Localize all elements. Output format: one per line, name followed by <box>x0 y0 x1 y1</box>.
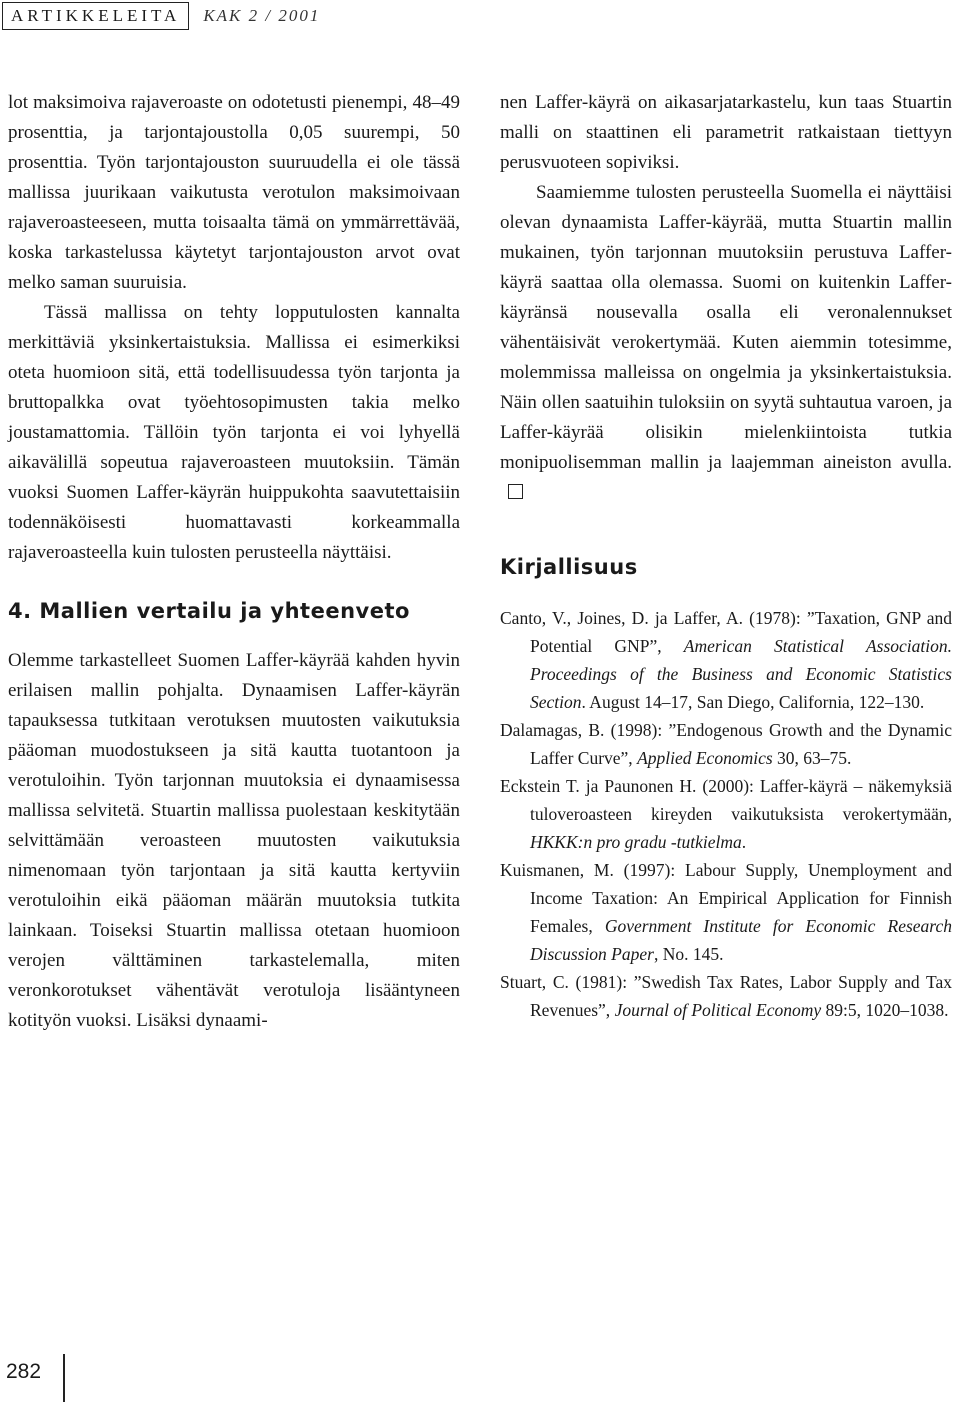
page-number: 282 <box>6 1360 42 1383</box>
left-paragraph-1: lot maksimoiva rajaveroaste on odotetusti pienempi, 48–49 prosenttia, ja tarjontajoustolla 0,05 suurempi, 50 prosenttia. Työn tarjontajouston suuruudella ei ole tässä mallissa juurikaan vaikutusta verotulon maksimoivaan rajaveroasteeseen, mutta toisaalta tämä on ymmärrettävää, koska tarkastelussa käytetyt tarjontajouston arvot ovat melko saman suuruisia. <box>8 92 460 293</box>
section-heading-4: 4. Mallien vertailu ja yhteenveto <box>8 599 410 623</box>
page-footer <box>6 1360 65 1402</box>
references-list <box>500 604 952 1024</box>
left-column <box>8 88 460 1036</box>
left-paragraph-2: Tässä mallissa on tehty lopputulosten kannalta merkittäviä yksinkertaistuksia. Mallissa ei esimerkiksi oteta huomioon sitä, että todellisuudessa työn tarjonta ja bruttopalkka ovat työehtosopimusten takia melko joustamattomia. Tällöin työn tarjonta ei voi lyhyellä aikavälillä sopeutua rajaveroasteen muutoksiin. Tämän vuoksi Suomen Laffer-käyrän huippukohta saavutettaisiin todennäköisesti huomattavasti korkeammalla rajaveroasteella kuin tulosten perusteella näyttäisi. <box>8 302 460 563</box>
end-of-article-mark-icon <box>508 484 523 499</box>
reference-item: Canto, V., Joines, D. ja Laffer, A. (1978): ”Taxation, GNP and Potential GNP”, American Statistical Association. Proceedings of the Business and Economic Statistics Section. August 14–17, San Diego, California, 122–130. <box>500 608 952 712</box>
right-paragraph-2-text: Saamiemme tulosten perusteella Suomella ei näyttäisi olevan dynaamista Laffer-käyrää, mutta Stuartin mallin mukainen, työn tarjonnan muutoksiin perustuva Laffer-käyrä saattaa olla olemassa. Suomi on kuitenkin Laffer-käyränsä nousevalla osalla eli veronalennukset vähentäisivät verokertymää. Kuten aiemmin totesimme, molemmissa malleissa on ongelmia ja yksinkertaistuksia. Näin ollen saatuihin tuloksiin on syytä suhtautua varoen, ja Laffer-käyrää olisikin mielenkiintoista tutkia monipuolisemman mallin ja laajemman aineiston avulla. <box>500 182 952 473</box>
right-paragraph-2 <box>500 178 952 508</box>
section-label: ARTIKKELEITA <box>2 2 189 30</box>
left-paragraph-3: Olemme tarkastelleet Suomen Laffer-käyrää kahden hyvin erilaisen mallin pohjalta. Dynaamisen Laffer-käyrän tapauksessa tutkitaan verotuksen muutosten vaikutuksia pääoman muodostukseen ja sitä kautta tuotantoon ja verotuloihin. Työn tarjonnan muutoksia ei dynaamisessa mallissa selvitetä. Stuartin mallissa puolestaan keskitytään selvittämään veroasteen muutosten vaikutuksia nimenomaan työn tarjontaan ja sitä kautta kertyviin verotuloihin eikä pääoman määrän muutoksia tutkita lainkaan. Toiseksi Stuartin mallissa otetaan huomioon verojen välttäminen tarkastelemalla, miten veronkorotukset vähentävät verotuloja lisääntyneen kotityön vuoksi. Lisäksi dynaami- <box>8 650 460 1031</box>
right-column <box>500 88 952 1024</box>
footer-rule <box>63 1354 65 1402</box>
reference-item: Eckstein T. ja Paunonen H. (2000): Laffer-käyrä – näkemyksiä tuloveroasteen kireyden vaikutuksista verokertymään, HKKK:n pro gradu -tutkielma. <box>500 776 952 852</box>
running-header <box>2 2 320 30</box>
references-heading: Kirjallisuus <box>500 555 638 579</box>
journal-issue: KAK 2 / 2001 <box>203 6 321 25</box>
reference-item: Stuart, C. (1981): ”Swedish Tax Rates, Labor Supply and Tax Revenues”, Journal of Political Economy 89:5, 1020–1038. <box>500 972 952 1020</box>
reference-item: Dalamagas, B. (1998): ”Endogenous Growth and the Dynamic Laffer Curve”, Applied Economics 30, 63–75. <box>500 720 952 768</box>
reference-item: Kuismanen, M. (1997): Labour Supply, Unemployment and Income Taxation: An Empirical Application for Finnish Females, Government Institute for Economic Research Discussion Paper, No. 145. <box>500 860 952 964</box>
right-paragraph-1: nen Laffer-käyrä on aikasarjatarkastelu, kun taas Stuartin malli on staattinen eli parametrit ratkaistaan tiettyyn perusvuoteen sopiviksi. <box>500 92 952 173</box>
